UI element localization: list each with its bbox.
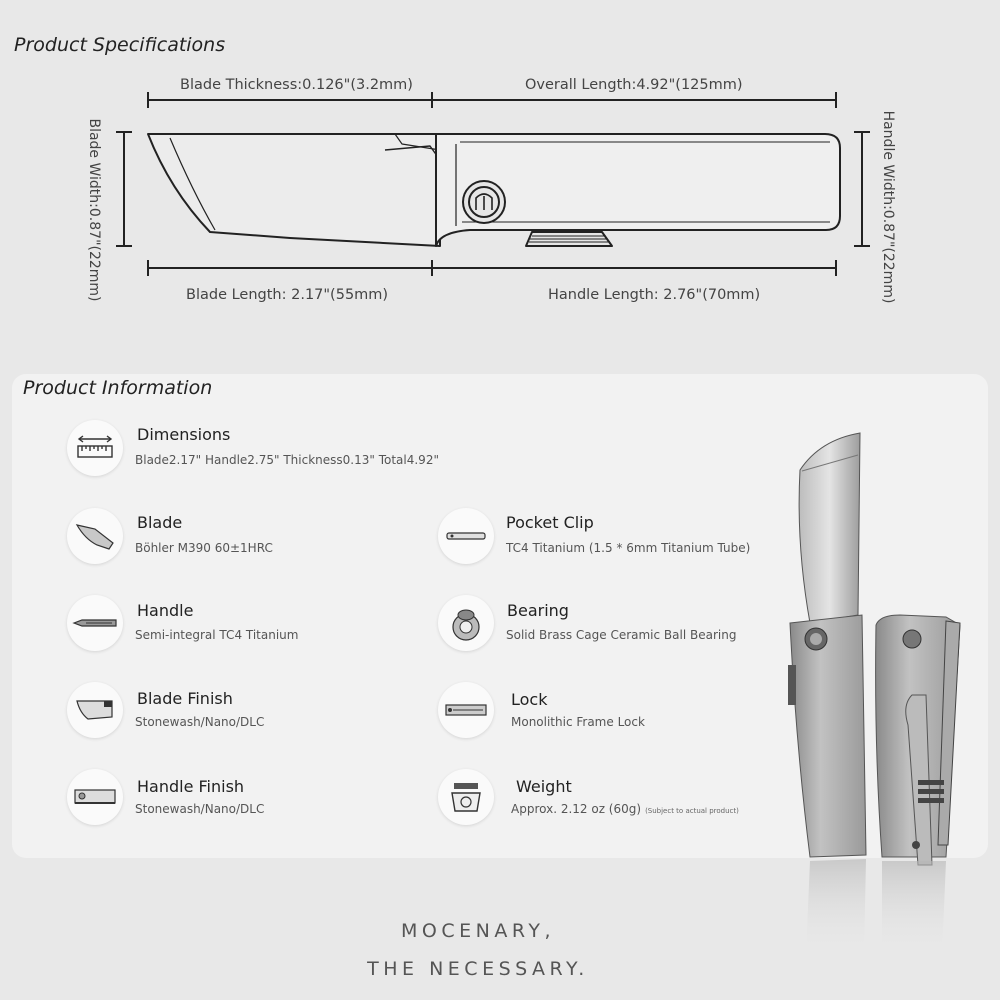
weight-note: (Subject to actual product): [645, 807, 739, 815]
lock-icon: [438, 682, 494, 738]
item-value-weight: [511, 802, 739, 816]
overall-length-label: Overall Length:4.92"(125mm): [525, 77, 743, 93]
info-title: Product Information: [23, 377, 213, 399]
item-title-lock: Lock: [511, 690, 548, 709]
item-title-dimensions: Dimensions: [137, 425, 231, 444]
item-value-lock: Monolithic Frame Lock: [511, 715, 645, 729]
handle-icon: [67, 595, 123, 651]
item-value-blade: Böhler M390 60±1HRC: [135, 541, 273, 555]
item-title-pocket-clip: Pocket Clip: [506, 513, 594, 532]
item-value-bearing: Solid Brass Cage Ceramic Ball Bearing: [506, 628, 737, 642]
blade-length-label: Blade Length: 2.17"(55mm): [186, 287, 389, 303]
brand-line-1: MOCENARY,: [401, 920, 555, 942]
blade-thickness-label: Blade Thickness:0.126"(3.2mm): [180, 77, 413, 93]
item-value-handle: Semi-integral TC4 Titanium: [135, 628, 299, 642]
blade-icon: [67, 508, 123, 564]
ruler-icon: [67, 420, 123, 476]
pocket-clip-icon: [438, 508, 494, 564]
item-title-blade: Blade: [137, 513, 183, 532]
item-title-blade-finish: Blade Finish: [137, 689, 233, 708]
blade-finish-icon: [67, 682, 123, 738]
handle-width-label: Handle Width:0.87"(22mm): [880, 110, 896, 304]
item-title-handle: Handle: [137, 601, 194, 620]
item-value-handle-finish: Stonewash/Nano/DLC: [135, 802, 265, 816]
item-value-pocket-clip: TC4 Titanium (1.5 * 6mm Titanium Tube): [506, 541, 751, 555]
weight-value: Approx. 2.12 oz (60g): [511, 802, 642, 816]
item-value-blade-finish: Stonewash/Nano/DLC: [135, 715, 265, 729]
item-title-handle-finish: Handle Finish: [137, 777, 245, 796]
blade-width-label: Blade Width:0.87"(22mm): [86, 118, 102, 302]
handle-length-label: Handle Length: 2.76"(70mm): [548, 287, 761, 303]
scale-icon: [438, 769, 494, 825]
item-value-dimensions: Blade2.17" Handle2.75" Thickness0.13" Total4.92": [135, 453, 439, 467]
handle-finish-icon: [67, 769, 123, 825]
item-title-weight: Weight: [516, 777, 572, 796]
bearing-icon: [438, 595, 494, 651]
knife-product-image: [770, 425, 1000, 955]
brand-line-2: THE NECESSARY.: [367, 958, 589, 980]
specs-title: Product Specifications: [14, 34, 226, 56]
knife-drawing: [140, 120, 850, 260]
item-title-bearing: Bearing: [507, 601, 569, 620]
